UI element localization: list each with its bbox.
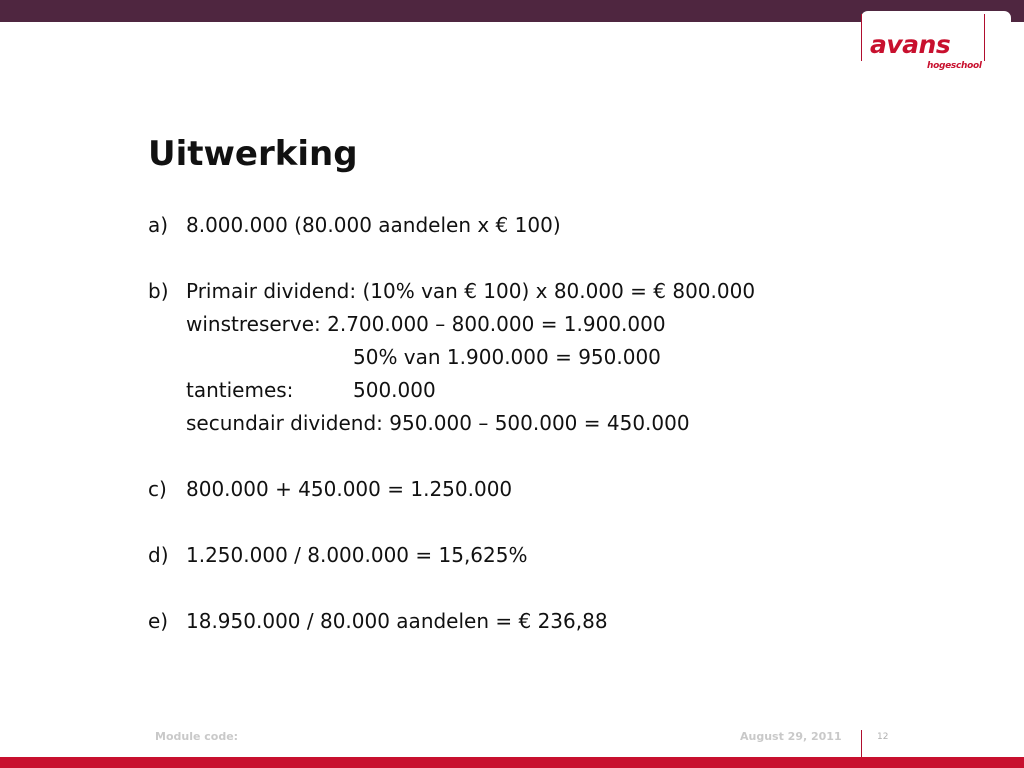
item-d xyxy=(148,539,908,572)
item-e-marker: e) xyxy=(148,609,169,633)
item-b-line-1 xyxy=(148,275,908,308)
item-c-text: 800.000 + 450.000 = 1.250.000 xyxy=(186,477,513,501)
footer-divider xyxy=(861,730,862,757)
logo-divider-right xyxy=(984,14,985,61)
item-e xyxy=(148,605,908,638)
item-b-tantiemes-label: tantiemes: xyxy=(186,378,294,402)
logo-divider-left xyxy=(861,14,862,61)
item-b-tantiemes-value: 500.000 xyxy=(353,378,436,402)
page-number: 12 xyxy=(877,732,889,742)
item-d-marker: d) xyxy=(148,543,169,567)
avans-logo-subtitle: hogeschool xyxy=(927,61,982,71)
item-b-line-5 xyxy=(148,407,908,440)
item-b-line-2 xyxy=(148,308,908,341)
item-d-text: 1.250.000 / 8.000.000 = 15,625% xyxy=(186,543,528,567)
item-b-fifty-percent: 50% van 1.900.000 = 950.000 xyxy=(353,345,661,369)
avans-logo: avans xyxy=(870,30,951,59)
spacer xyxy=(148,242,908,275)
item-b-primary-dividend: Primair dividend: (10% van € 100) x 80.000 = € 800.000 xyxy=(186,279,756,303)
spacer xyxy=(148,572,908,605)
item-a-marker: a) xyxy=(148,213,169,237)
item-b-winstreserve: winstreserve: 2.700.000 – 800.000 = 1.900.000 xyxy=(186,312,666,336)
footer-module-code: Module code: xyxy=(155,730,239,743)
item-b-line-3 xyxy=(148,341,908,374)
item-c xyxy=(148,473,908,506)
item-a xyxy=(148,209,908,242)
footer-date: August 29, 2011 xyxy=(740,730,842,743)
bottom-bar xyxy=(0,757,1024,768)
item-b-line-4 xyxy=(148,374,908,407)
item-e-text: 18.950.000 / 80.000 aandelen = € 236,88 xyxy=(186,609,608,633)
item-c-marker: c) xyxy=(148,477,167,501)
spacer xyxy=(148,506,908,539)
item-b-secondary-dividend: secundair dividend: 950.000 – 500.000 = 450.000 xyxy=(186,411,690,435)
spacer xyxy=(148,440,908,473)
slide-title: Uitwerking xyxy=(148,134,358,174)
item-a-text: 8.000.000 (80.000 aandelen x € 100) xyxy=(186,213,561,237)
item-b-marker: b) xyxy=(148,279,169,303)
slide-content xyxy=(148,209,908,638)
